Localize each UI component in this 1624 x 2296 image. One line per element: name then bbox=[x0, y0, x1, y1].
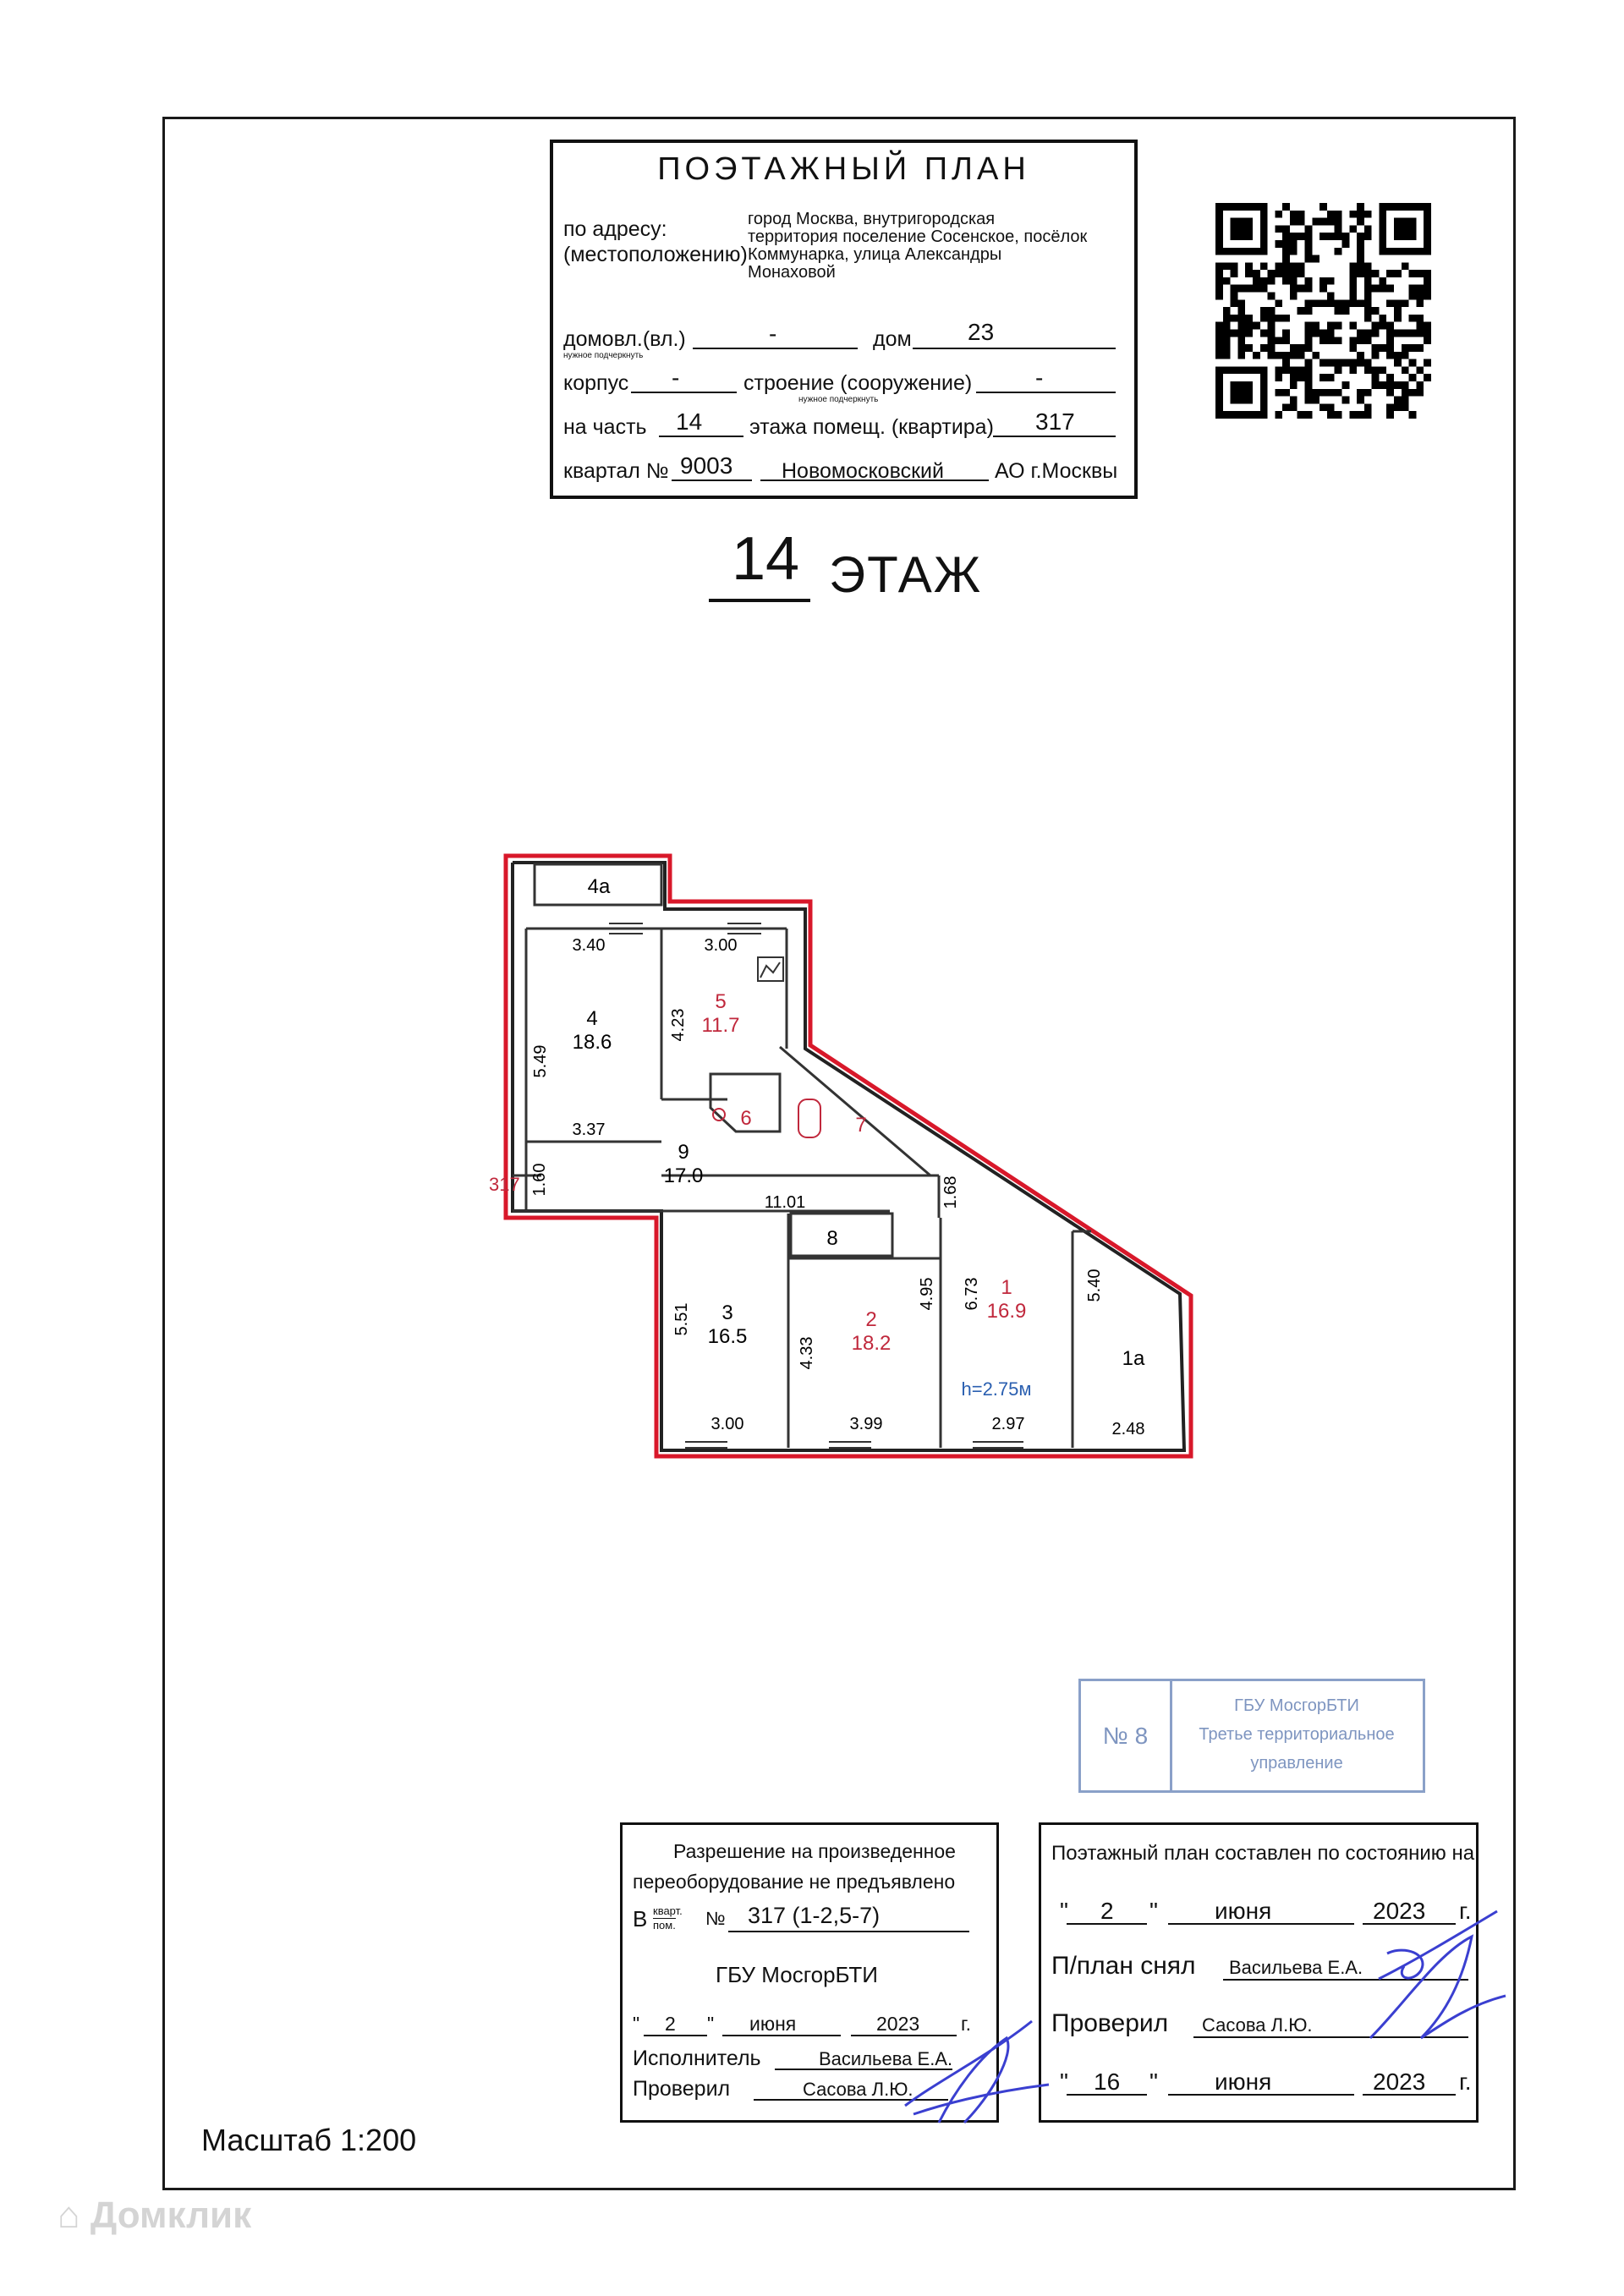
permission-year: 2023 bbox=[876, 2013, 920, 2035]
room-area: 16.5 bbox=[707, 1325, 748, 1348]
dimension-label: 3.99 bbox=[849, 1415, 883, 1433]
dimension-label: 4.95 bbox=[918, 1277, 936, 1311]
state-day-2: 16 bbox=[1094, 2069, 1121, 2095]
dimension-label: 4.23 bbox=[669, 1008, 688, 1042]
floor-plan bbox=[474, 837, 1218, 1497]
room-number: 3 bbox=[721, 1301, 733, 1324]
stamp-text: ГБУ МосгорБТИ Третье территориальное управление bbox=[1199, 1696, 1395, 1773]
dimension-label: 11.01 bbox=[764, 1193, 806, 1212]
dimension-label: 2.48 bbox=[1111, 1420, 1145, 1438]
stroenie-value: - bbox=[1035, 364, 1044, 391]
state-day: 2 bbox=[1100, 1898, 1114, 1924]
header-box bbox=[550, 140, 1138, 499]
apartment-number: 317 bbox=[489, 1174, 520, 1195]
room-area: 11.7 bbox=[701, 1014, 740, 1037]
watermark: ⌂ Домклик bbox=[58, 2195, 252, 2236]
executor-signature bbox=[888, 2004, 1057, 2140]
dimension-label: 3.00 bbox=[710, 1415, 744, 1433]
qr-code-icon bbox=[1215, 203, 1431, 419]
district-suffix: АО г.Москвы bbox=[995, 459, 1118, 483]
room-number: 4а bbox=[587, 875, 611, 898]
address-label-2: (местоположению) bbox=[563, 243, 748, 266]
room-area: 18.2 bbox=[851, 1332, 892, 1355]
district-value: Новомосковский bbox=[782, 459, 944, 483]
stamp-number: № 8 bbox=[1081, 1681, 1172, 1790]
state-year-2: 2023 bbox=[1373, 2069, 1426, 2095]
room-number: 2 bbox=[865, 1308, 877, 1331]
dimension-label: 5.51 bbox=[672, 1302, 691, 1336]
chast-value: 14 bbox=[676, 408, 703, 435]
address-label: по адресу: bbox=[563, 217, 667, 241]
taken-value: Васильева Е.А. bbox=[1229, 1957, 1363, 1978]
v-label: В bbox=[633, 1906, 648, 1932]
dimension-label: 6.73 bbox=[963, 1277, 981, 1311]
state-checked-label: Проверил bbox=[1051, 2009, 1169, 2037]
kvartal-label: квартал № bbox=[563, 459, 669, 483]
permission-org: ГБУ МосгорБТИ bbox=[716, 1962, 878, 1987]
taker-signature bbox=[1353, 1903, 1514, 2055]
no-label: № bbox=[705, 1908, 726, 1929]
state-month-2: июня bbox=[1215, 2069, 1272, 2095]
permission-month: июня bbox=[749, 2013, 797, 2035]
dimension-label: 3.40 bbox=[572, 936, 606, 955]
korpus-label: корпус bbox=[563, 371, 629, 395]
taken-label: П/план снял bbox=[1051, 1952, 1196, 1980]
dimension-label: 2.97 bbox=[991, 1415, 1025, 1433]
state-title: Поэтажный план составлен по состоянию на bbox=[1051, 1842, 1475, 1865]
underline-hint-2: нужное подчеркнуть bbox=[798, 395, 879, 404]
kvartal-value: 9003 bbox=[680, 452, 733, 479]
ceiling-height: h=2.75м bbox=[961, 1378, 1032, 1400]
room-number: 6 bbox=[740, 1107, 752, 1130]
domovl-label: домовл.(вл.) bbox=[563, 327, 686, 351]
room-8 bbox=[791, 1214, 892, 1256]
permission-box: Разрешение на произведенное переоборудование не предъявлено В кварт. пом. № 317 (1-2,5-7) ГБУ МосгорБТИ " 2 " июня 2023 г. Исполнитель Васильева Е.А. Проверил Сасова Л.Ю. bbox=[620, 1822, 999, 2123]
dom-value: 23 bbox=[968, 319, 995, 345]
room-number: 8 bbox=[826, 1227, 838, 1250]
bti-stamp bbox=[1078, 1679, 1425, 1793]
permission-number: 317 (1-2,5-7) bbox=[748, 1903, 881, 1928]
state-checked-value: Сасова Л.Ю. bbox=[1202, 2014, 1313, 2036]
room-area: 17.0 bbox=[663, 1164, 704, 1187]
state-box: Поэтажный план составлен по состоянию на " 2 " июня 2023 г. П/план снял Васильева Е.А. Проверил Сасова Л.Ю. " 16 " июня 2023 г. bbox=[1039, 1822, 1479, 2123]
permission-line-1: Разрешение на произведенное bbox=[673, 1840, 956, 1862]
address-value: город Москва, внутригородская территория поселение Сосенское, посёлок Коммунарка, улица Александры Монаховой bbox=[748, 210, 1088, 282]
plan-title: ПОЭТАЖНЫЙ ПЛАН bbox=[657, 151, 1030, 187]
chast-label: на часть bbox=[563, 415, 647, 439]
domovl-value: - bbox=[769, 321, 777, 347]
state-year2-suffix: г. bbox=[1459, 2069, 1472, 2095]
room-area: 18.6 bbox=[572, 1031, 612, 1054]
dimension-label: 3.37 bbox=[572, 1121, 606, 1139]
state-month: июня bbox=[1215, 1898, 1272, 1924]
room-number: 5 bbox=[715, 990, 727, 1013]
permission-day: 2 bbox=[665, 2013, 676, 2035]
checked-label: Проверил bbox=[633, 2077, 731, 2101]
floor-number: 14 bbox=[732, 525, 800, 593]
permission-line-2: переоборудование не предъявлено bbox=[633, 1871, 956, 1893]
dimension-label: 3.00 bbox=[704, 936, 738, 955]
outer-wall bbox=[513, 863, 1184, 1450]
kvart-top: кварт. bbox=[653, 1904, 683, 1917]
apartment-outline bbox=[506, 856, 1191, 1456]
floor-underline bbox=[709, 599, 810, 602]
dimension-label: 5.49 bbox=[531, 1044, 550, 1078]
dom-label: дом bbox=[873, 327, 912, 351]
kvartira-value: 317 bbox=[1035, 408, 1075, 435]
permission-year-suffix: г. bbox=[961, 2013, 971, 2035]
korpus-value: - bbox=[672, 364, 680, 391]
etazh-label: этажа помещ. (квартира) bbox=[749, 415, 994, 439]
room-number: 1а bbox=[1122, 1347, 1145, 1370]
floor-word: ЭТАЖ bbox=[829, 546, 983, 603]
stroenie-label: строение (сооружение) bbox=[743, 371, 973, 395]
room-number: 4 bbox=[586, 1007, 598, 1030]
dimension-label: 1.68 bbox=[941, 1175, 960, 1209]
dimension-label: 4.33 bbox=[798, 1336, 816, 1370]
checked-value: Сасова Л.Ю. bbox=[803, 2079, 914, 2100]
kvart-bottom: пом. bbox=[653, 1919, 676, 1932]
dimension-label: 5.40 bbox=[1085, 1269, 1104, 1302]
room-area: 16.9 bbox=[986, 1300, 1027, 1323]
dimension-label: 1.60 bbox=[530, 1163, 549, 1197]
state-year: 2023 bbox=[1373, 1898, 1426, 1924]
underline-hint: нужное подчеркнуть bbox=[563, 351, 644, 360]
executor-label: Исполнитель bbox=[633, 2047, 761, 2070]
house-icon: ⌂ bbox=[58, 2195, 80, 2236]
room-number: 9 bbox=[678, 1141, 689, 1164]
room-number: 7 bbox=[855, 1114, 867, 1137]
scale-label: Масштаб 1:200 bbox=[201, 2123, 417, 2157]
state-year-suffix: г. bbox=[1459, 1898, 1472, 1924]
executor-value: Васильева Е.А. bbox=[819, 2048, 953, 2069]
room-number: 1 bbox=[1001, 1276, 1012, 1299]
